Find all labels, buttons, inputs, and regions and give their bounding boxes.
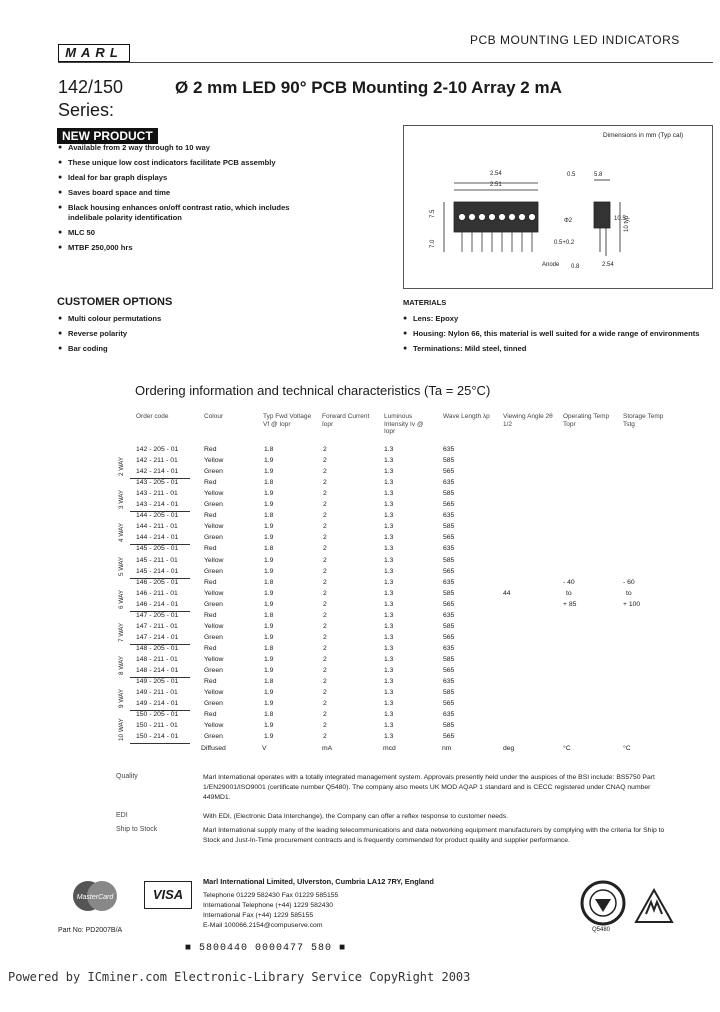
customer-option-item: ● Reverse polarity: [58, 329, 318, 339]
table-cell: Yellow: [204, 622, 224, 630]
group-divider: [130, 677, 190, 678]
table-cell: 2: [323, 733, 327, 741]
unit-label: mA: [322, 745, 333, 753]
customer-option-item: ● Multi colour permutations: [58, 314, 318, 324]
table-cell: 565: [443, 567, 455, 575]
table-cell: 1.3: [384, 501, 394, 509]
table-cell: 2: [323, 600, 327, 608]
group-divider: [130, 611, 190, 612]
column-header: Order code: [136, 413, 169, 420]
table-cell: 2: [323, 457, 327, 465]
table-cell: Red: [204, 711, 217, 719]
contact-line: International Fax (+44) 1229 585155: [203, 912, 314, 919]
table-cell: 2: [323, 667, 327, 674]
table-cell: Green: [204, 733, 223, 741]
table-cell: Green: [204, 501, 223, 509]
company-address: Marl International Limited, Ulverston, Cumbria LA12 7RY, England: [203, 877, 434, 886]
barcode-block-icon: ■: [339, 943, 347, 954]
edi-label: EDI: [116, 812, 128, 819]
table-cell: Green: [204, 468, 223, 476]
table-cell: 2: [323, 534, 327, 542]
table-cell: 1.9: [264, 534, 274, 542]
group-divider: [130, 544, 190, 545]
table-cell: Green: [204, 567, 223, 575]
table-cell: 1.3: [384, 622, 394, 630]
series-word: Series:: [58, 100, 115, 120]
storage-temp-min: - 60: [623, 578, 635, 586]
table-cell: Yellow: [204, 689, 224, 697]
dim-label-depth: 5.8: [594, 172, 603, 178]
table-cell: 1.3: [384, 490, 394, 498]
table-cell: 150 - 211 - 01: [136, 722, 178, 730]
way-group-label: 6 WAY: [118, 589, 125, 609]
material-value: Epoxy: [435, 314, 459, 323]
table-cell: 565: [443, 600, 455, 608]
table-cell: 1.3: [384, 711, 394, 719]
table-cell: Green: [204, 633, 223, 641]
visa-logo: VISA: [144, 881, 192, 909]
material-item: [403, 344, 713, 354]
table-cell: 143 - 214 - 01: [136, 501, 179, 509]
feature-item: ● These unique low cost indicators facilitate PCB assembly: [58, 158, 318, 168]
dim-label-pitch: 2.54: [490, 171, 502, 177]
group-divider: [130, 644, 190, 645]
table-cell: 1.3: [384, 589, 394, 597]
table-cell: Yellow: [204, 722, 224, 730]
table-cell: 1.9: [264, 633, 274, 641]
table-cell: 149 - 214 - 01: [136, 700, 179, 708]
triangle-approval-mark: [634, 888, 674, 924]
barcode-number: 5800440 0000477 580: [199, 943, 333, 954]
new-product-badge: NEW PRODUCT: [57, 128, 158, 144]
barcode-block-icon: ■: [185, 943, 193, 954]
unit-label: mcd: [383, 745, 396, 753]
table-cell: Yellow: [204, 589, 224, 597]
housing-end-view: [594, 202, 610, 228]
table-cell: 635: [443, 644, 455, 652]
unit-label: °C: [563, 745, 571, 753]
feature-item: ● MLC 50: [58, 228, 318, 238]
table-cell: 2: [323, 490, 327, 498]
dim-label-offset: 0.8: [571, 264, 580, 270]
table-cell: 635: [443, 611, 455, 619]
material-value: Nylon 66, this material is well suited for a wide range of environments: [448, 329, 700, 338]
table-cell: 2: [323, 711, 327, 719]
table-cell: 1.8: [264, 611, 274, 619]
table-cell: 2: [323, 501, 327, 509]
table-cell: 147 - 214 - 01: [136, 633, 179, 641]
unit-label: deg: [503, 745, 515, 753]
table-cell: 2: [323, 722, 327, 730]
table-cell: 1.9: [264, 457, 274, 465]
table-cell: 2: [323, 468, 327, 476]
series-number: 142/150: [58, 77, 124, 97]
table-cell: 1.9: [264, 667, 274, 674]
table-cell: 1.9: [264, 655, 274, 663]
material-label: Lens:: [413, 314, 434, 323]
storage-temp-max: + 100: [623, 600, 641, 608]
table-cell: 585: [443, 589, 455, 597]
material-label: Housing:: [413, 329, 446, 338]
table-cell: 585: [443, 655, 455, 663]
table-cell: 1.8: [264, 644, 274, 652]
series-label: [58, 76, 123, 122]
table-cell: 1.8: [264, 711, 274, 719]
table-cell: 2: [323, 545, 327, 553]
table-cell: 1.3: [384, 512, 394, 520]
contact-line: E-Mail 100066.2154@compuserve.com: [203, 922, 323, 929]
viewing-angle-value: 44: [503, 589, 511, 597]
column-header: Luminous Intensity Iv @ Iopr: [384, 413, 424, 435]
table-cell: 1.3: [384, 611, 394, 619]
customer-options-heading: CUSTOMER OPTIONS: [57, 296, 173, 308]
way-group-label: 2 WAY: [118, 456, 125, 477]
table-cell: 2: [323, 633, 327, 641]
part-number-ref: Part No: PD2007B/A: [58, 927, 123, 934]
way-group-label: 3 WAY: [118, 490, 125, 510]
led-array-diagram: [404, 140, 710, 286]
feature-item: ● Available from 2 way through to 10 way: [58, 143, 318, 153]
table-cell: 565: [443, 534, 455, 542]
table-cell: 1.3: [384, 534, 394, 542]
materials-heading: MATERIALS: [403, 298, 447, 307]
table-cell: 1.3: [384, 457, 394, 465]
table-cell: 1.3: [384, 600, 394, 608]
table-cell: 1.3: [384, 479, 394, 487]
page-title: Ø 2 mm LED 90° PCB Mounting 2-10 Array 2 mA: [175, 78, 562, 97]
contact-details: [203, 891, 338, 931]
table-cell: 1.9: [264, 622, 274, 630]
category-heading: PCB MOUNTING LED INDICATORS: [470, 33, 680, 47]
quality-label: Quality: [116, 773, 138, 780]
feature-item: ● Saves board space and time: [58, 188, 318, 198]
table-cell: Green: [204, 600, 223, 608]
table-cell: 145 - 211 - 01: [136, 556, 178, 564]
way-group-label: 4 WAY: [118, 523, 125, 543]
operating-temp-min: - 40: [563, 578, 575, 586]
table-cell: 1.3: [384, 678, 394, 686]
table-cell: 1.9: [264, 733, 274, 741]
table-cell: 2: [323, 523, 327, 531]
marl-logo: MARL: [58, 44, 130, 62]
table-cell: Red: [204, 611, 217, 619]
table-cell: 1.3: [384, 689, 394, 697]
table-cell: 149 - 211 - 01: [136, 689, 178, 697]
table-cell: 2: [323, 644, 327, 652]
column-header: Colour: [204, 413, 224, 420]
ship-to-stock-text: Marl International supply many of the leading telecommunications and data networking equipment manufacturers by complying with the criteria for Ship to Stock and Just-In-Time procurement contracts and is frequently commended for product quality and supplier performance.: [203, 827, 665, 844]
table-cell: 2: [323, 678, 327, 686]
table-cell: Yellow: [204, 556, 224, 564]
table-cell: 585: [443, 523, 455, 531]
operating-temp-to: to: [566, 589, 572, 597]
operating-temp-max: + 85: [563, 600, 577, 608]
table-cell: 149 - 205 - 01: [136, 678, 179, 686]
ship-to-stock-label: Ship to Stock: [116, 826, 158, 833]
table-cell: 142 - 205 - 01: [136, 446, 179, 453]
table-cell: Red: [204, 644, 217, 652]
table-cell: 144 - 214 - 01: [136, 534, 179, 542]
header-divider: [58, 62, 713, 63]
column-header: Forward Current Iopr: [322, 413, 370, 428]
table-cell: 147 - 205 - 01: [136, 611, 179, 619]
material-value: Mild steel, tinned: [464, 344, 527, 353]
table-cell: 2: [323, 512, 327, 520]
table-cell: 1.9: [264, 468, 274, 476]
table-cell: 148 - 211 - 01: [136, 655, 178, 663]
table-cell: 1.3: [384, 545, 394, 553]
table-cell: 1.3: [384, 556, 394, 564]
group-divider: [130, 710, 190, 711]
materials-list: [403, 314, 713, 359]
table-cell: 2: [323, 567, 327, 575]
dim-label-top: 7.5: [430, 209, 436, 218]
table-cell: 2: [323, 446, 327, 453]
table-cell: 2: [323, 655, 327, 663]
table-cell: 585: [443, 689, 455, 697]
table-cell: 2: [323, 578, 327, 586]
table-cell: 1.8: [264, 512, 274, 520]
barcode-text: [185, 943, 346, 954]
material-item: [403, 329, 713, 339]
ordering-heading: Ordering information and technical characteristics (Ta = 25°C): [135, 383, 491, 398]
table-cell: 635: [443, 711, 455, 719]
table-cell: 1.3: [384, 633, 394, 641]
table-cell: 2: [323, 589, 327, 597]
table-cell: 1.3: [384, 468, 394, 476]
group-divider: [130, 578, 190, 579]
customer-option-item: ● Bar coding: [58, 344, 318, 354]
way-group-label: 10 WAY: [118, 718, 125, 742]
material-item: [403, 314, 713, 324]
table-cell: 142 - 214 - 01: [136, 468, 179, 476]
table-cell: 1.9: [264, 490, 274, 498]
table-cell: 148 - 214 - 01: [136, 667, 179, 674]
table-cell: 2: [323, 700, 327, 708]
table-cell: 635: [443, 578, 455, 586]
table-cell: 635: [443, 446, 455, 453]
table-cell: 1.8: [264, 545, 274, 553]
table-cell: 1.3: [384, 644, 394, 652]
unit-label: Diffused: [201, 745, 226, 753]
table-cell: 565: [443, 468, 455, 476]
dimension-caption: Dimensions in mm (Typ cal): [603, 132, 684, 139]
table-cell: Green: [204, 534, 223, 542]
way-group-label: 9 WAY: [118, 689, 125, 709]
table-cell: Red: [204, 479, 217, 487]
table-cell: 565: [443, 700, 455, 708]
column-header: Operating Temp Topr: [563, 413, 610, 428]
way-group-label: 8 WAY: [118, 655, 125, 676]
svg-text:MasterCard: MasterCard: [76, 894, 114, 901]
group-divider: [130, 511, 190, 512]
table-cell: 146 - 211 - 01: [136, 589, 178, 597]
table-cell: 146 - 205 - 01: [136, 578, 179, 586]
table-cell: Yellow: [204, 523, 224, 531]
unit-label: V: [262, 745, 267, 753]
table-cell: 635: [443, 678, 455, 686]
powered-by-footer: Powered by ICminer.com Electronic-Library Service CopyRight 2003: [8, 970, 471, 984]
dim-label-diameter: Φ2: [564, 218, 573, 224]
table-cell: Red: [204, 545, 217, 553]
table-cell: Red: [204, 578, 217, 586]
table-cell: 565: [443, 667, 455, 674]
certificate-number: Q5480: [592, 927, 611, 933]
table-cell: 2: [323, 689, 327, 697]
table-cell: Yellow: [204, 655, 224, 663]
table-cell: Green: [204, 667, 223, 674]
dim-label-width: 2.51: [490, 182, 502, 188]
table-cell: Yellow: [204, 457, 224, 465]
dim-label-anode: Anode: [542, 262, 560, 268]
table-cell: 585: [443, 622, 455, 630]
table-cell: 142 - 211 - 01: [136, 457, 178, 465]
table-cell: 144 - 211 - 01: [136, 523, 178, 531]
way-group-label: 7 WAY: [118, 622, 125, 642]
table-cell: 2: [323, 622, 327, 630]
table-cell: 1.3: [384, 700, 394, 708]
table-cell: 1.9: [264, 501, 274, 509]
table-cell: 585: [443, 722, 455, 730]
table-cell: 1.9: [264, 523, 274, 531]
feature-list: [58, 143, 318, 258]
unit-label: °C: [623, 745, 631, 753]
mastercard-logo: [68, 879, 122, 913]
table-cell: 585: [443, 457, 455, 465]
table-cell: 1.9: [264, 689, 274, 697]
table-cell: Red: [204, 512, 217, 520]
dim-label-bottom: 7.0: [430, 239, 436, 248]
table-cell: 1.9: [264, 556, 274, 564]
lead-pins: [462, 232, 532, 252]
table-cell: 1.9: [264, 600, 274, 608]
table-cell: 1.3: [384, 733, 394, 741]
table-cell: 565: [443, 733, 455, 741]
column-header: Viewing Angle 2θ 1/2: [503, 413, 553, 428]
table-cell: 150 - 205 - 01: [136, 711, 179, 719]
feature-item: ● Ideal for bar graph displays: [58, 173, 318, 183]
way-group-label: 5 WAY: [118, 556, 125, 576]
table-cell: 1.3: [384, 722, 394, 730]
dim-label-lead-pitch: 2.54: [602, 262, 614, 268]
table-cell: 1.8: [264, 479, 274, 487]
contact-line: Telephone 01229 582430 Fax 01229 585155: [203, 892, 339, 899]
table-cell: 565: [443, 501, 455, 509]
customer-options-list: [58, 314, 318, 359]
material-label: Terminations:: [413, 344, 463, 353]
table-cell: 1.3: [384, 655, 394, 663]
storage-temp-to: to: [626, 589, 632, 597]
table-cell: 1.3: [384, 446, 394, 453]
feature-item: ● MTBF 250,000 hrs: [58, 243, 318, 253]
table-cell: Red: [204, 678, 217, 686]
table-cell: 1.9: [264, 567, 274, 575]
table-cell: 585: [443, 556, 455, 564]
table-cell: 1.8: [264, 446, 274, 453]
table-cell: Red: [204, 446, 217, 453]
contact-line: International Telephone (+44) 1229 582430: [203, 902, 334, 909]
dim-label-lead: 0.5+0.2: [554, 240, 575, 246]
table-cell: Green: [204, 700, 223, 708]
column-header: Typ Fwd Voltage Vf @ Iopr: [263, 413, 312, 428]
table-cell: 1.3: [384, 578, 394, 586]
table-cell: 1.9: [264, 589, 274, 597]
table-cell: 635: [443, 479, 455, 487]
group-divider: [130, 743, 190, 744]
unit-label: nm: [442, 745, 452, 753]
bsi-certification-seal: [580, 880, 626, 926]
table-cell: 1.3: [384, 567, 394, 575]
table-cell: 143 - 205 - 01: [136, 479, 179, 487]
table-cell: 1.9: [264, 700, 274, 708]
group-divider: [130, 478, 190, 479]
table-cell: 150 - 214 - 01: [136, 733, 179, 741]
table-cell: 146 - 214 - 01: [136, 600, 179, 608]
table-cell: 635: [443, 512, 455, 520]
column-header: Wave Length λp: [443, 413, 490, 420]
dim-label-gap: 0.5: [567, 172, 576, 178]
table-cell: 145 - 205 - 01: [136, 545, 179, 553]
table-cell: 565: [443, 633, 455, 641]
dim-label-body-height: 10.5: [614, 216, 626, 222]
table-cell: 1.9: [264, 722, 274, 730]
table-cell: 2: [323, 556, 327, 564]
table-cell: 2: [323, 611, 327, 619]
table-cell: 635: [443, 545, 455, 553]
table-cell: 1.3: [384, 523, 394, 531]
table-cell: 144 - 205 - 01: [136, 512, 179, 520]
table-cell: 145 - 214 - 01: [136, 567, 179, 575]
feature-item: ● Black housing enhances on/off contrast ratio, which includes indelibale polarity identification: [58, 203, 318, 223]
edi-text: With EDI, (Electronic Data Interchange), the Company can offer a reflex response to customer needs.: [203, 813, 509, 820]
table-cell: Yellow: [204, 490, 224, 498]
table-cell: 147 - 211 - 01: [136, 622, 178, 630]
table-cell: 1.3: [384, 667, 394, 674]
column-header: Storage Temp Tstg: [623, 413, 664, 428]
table-cell: 143 - 211 - 01: [136, 490, 178, 498]
quality-text: Marl International operates with a totally integrated management system. Approvals presently held under the auspices of the BSI include: BS5750 Part 1/EN29001/ISO9001 (certificate number Q5480). The company also meets UK MOD AQAP 1 standard and is CECC registered under CNAQ number 449MD1.: [203, 774, 655, 801]
table-cell: 148 - 205 - 01: [136, 644, 179, 652]
table-cell: 1.8: [264, 678, 274, 686]
dim-label-typ: 10 typ: [624, 215, 630, 232]
table-cell: 1.8: [264, 578, 274, 586]
table-cell: 2: [323, 479, 327, 487]
table-cell: 585: [443, 490, 455, 498]
